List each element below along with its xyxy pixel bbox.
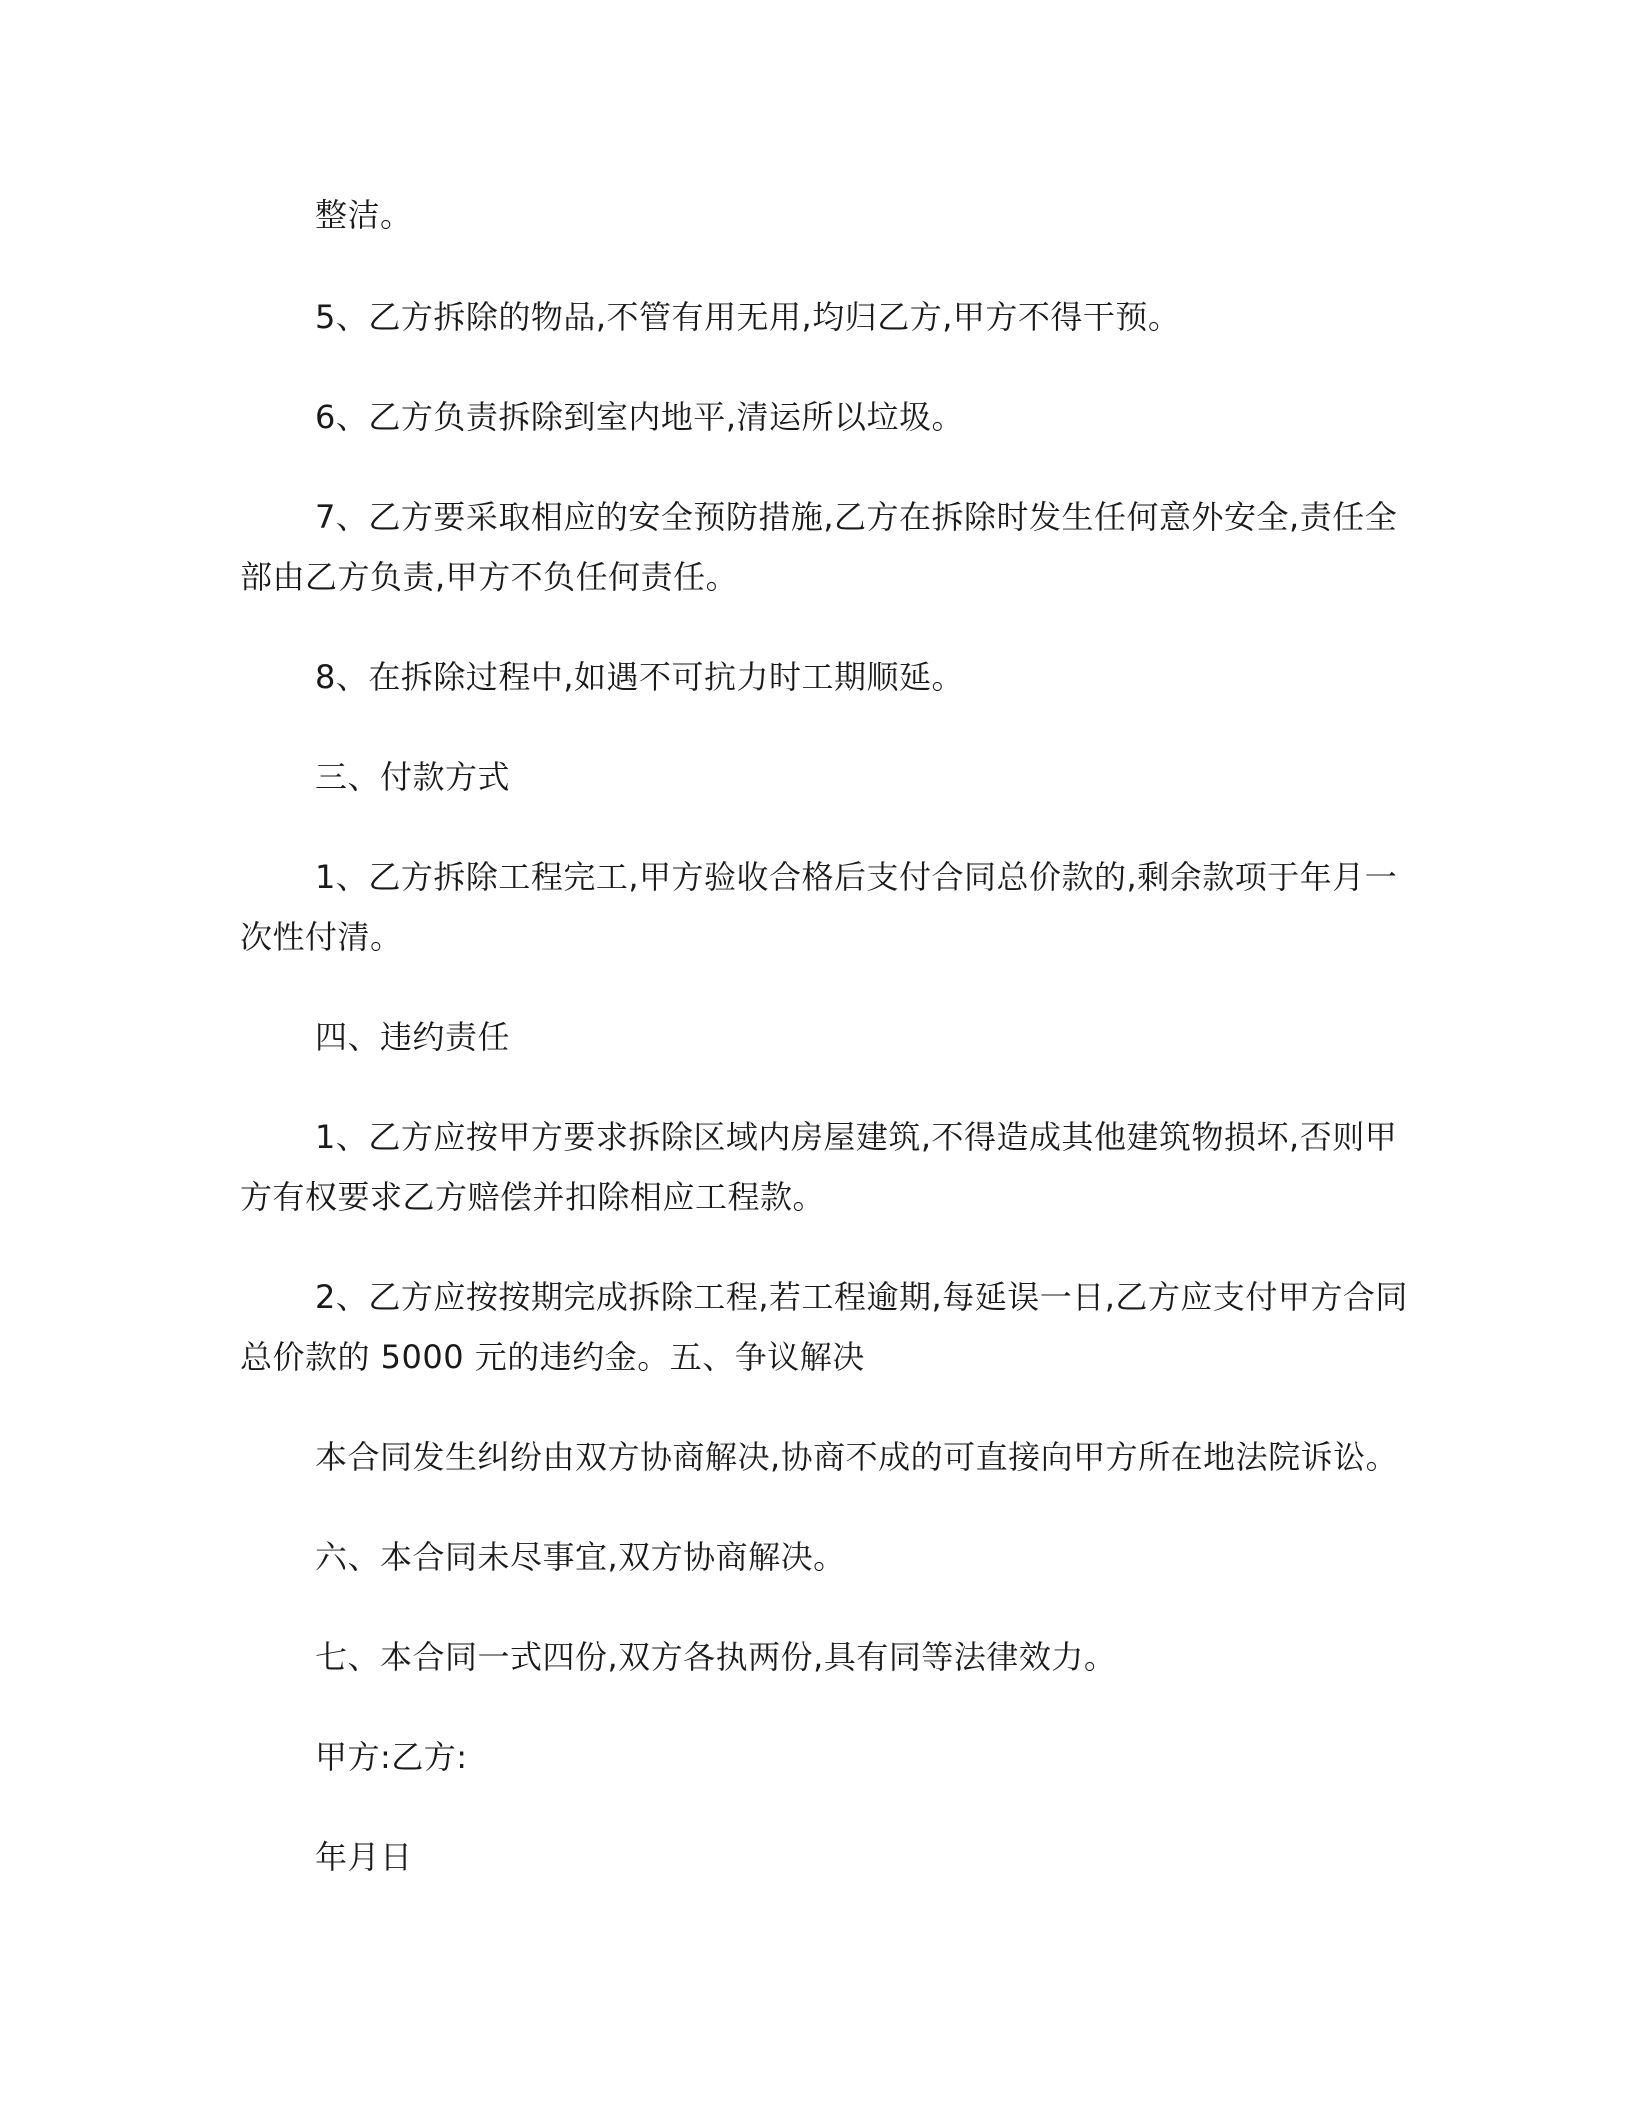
text-line: 1、乙方应按甲方要求拆除区域内房屋建筑,不得造成其他建筑物损坏,否则甲 [315, 1118, 1398, 1156]
text-line: 整洁。 [315, 196, 413, 234]
text-line: 7、乙方要采取相应的安全预防措施,乙方在拆除时发生任何意外安全,责任全 [315, 498, 1398, 536]
section-heading: 四、违约责任 [315, 1018, 511, 1056]
text-line: 6、乙方负责拆除到室内地平,清运所以垃圾。 [315, 398, 965, 436]
text-line: 本合同发生纠纷由双方协商解决,协商不成的可直接向甲方所在地法院诉讼。 [315, 1438, 1399, 1476]
text-line: 六、本合同未尽事宜,双方协商解决。 [315, 1538, 846, 1576]
text-line: 七、本合同一式四份,双方各执两份,具有同等法律效力。 [315, 1638, 1117, 1676]
text-line: 方有权要求乙方赔偿并扣除相应工程款。 [240, 1178, 826, 1216]
text-line: 5、乙方拆除的物品,不管有用无用,均归乙方,甲方不得干预。 [315, 298, 1181, 336]
text-line: 次性付清。 [240, 918, 403, 956]
signature-line: 甲方:乙方: [315, 1738, 468, 1776]
text-line: 部由乙方负责,甲方不负任何责任。 [240, 558, 739, 596]
text-line: 总价款的 5000 元的违约金。五、争议解决 [240, 1338, 865, 1376]
text-line: 2、乙方应按按期完成拆除工程,若工程逾期,每延误一日,乙方应支付甲方合同 [315, 1278, 1408, 1316]
section-heading: 三、付款方式 [315, 758, 511, 796]
text-line: 1、乙方拆除工程完工,甲方验收合格后支付合同总价款的,剩余款项于年月一 [315, 858, 1398, 896]
date-line: 年月日 [315, 1838, 413, 1876]
text-line: 8、在拆除过程中,如遇不可抗力时工期顺延。 [315, 658, 965, 696]
